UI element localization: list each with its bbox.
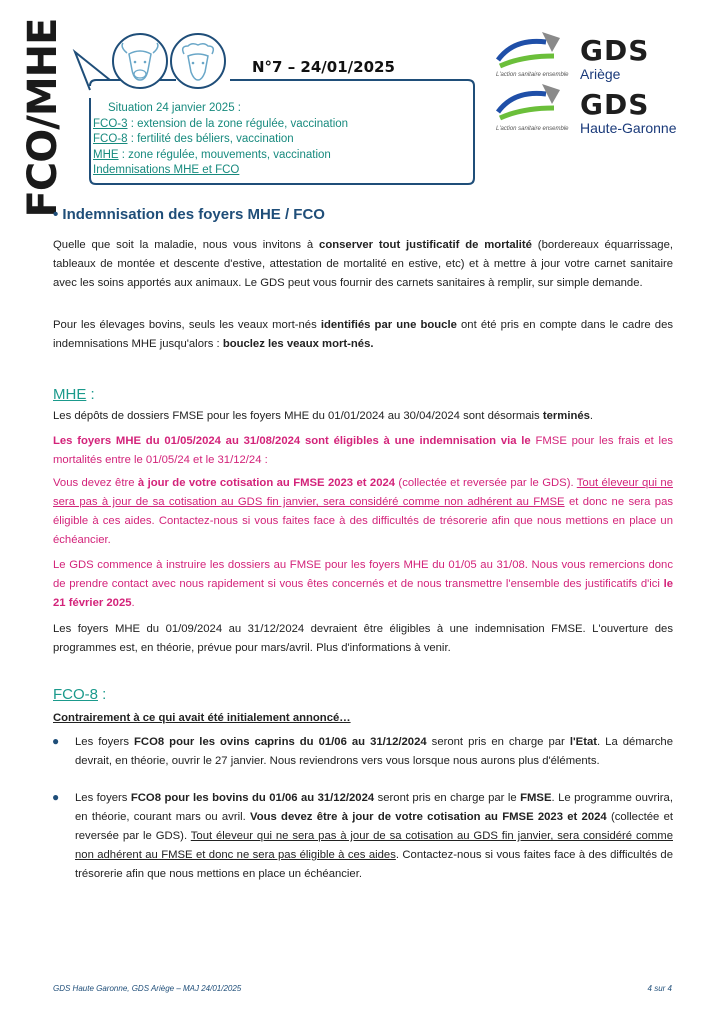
gds-swoosh-icon [494, 30, 572, 74]
page-number: 4 sur 4 [647, 984, 672, 993]
paragraph: Les dépôts de dossiers FMSE pour les foyers MHE du 01/01/2024 au 30/04/2024 sont désormais terminés. [53, 410, 594, 422]
gds-ariege-logo [494, 30, 694, 82]
gds-swoosh-icon [494, 82, 572, 126]
gds-region: Haute-Garonne [580, 120, 677, 136]
fco8-intro: Contrairement à ce qui avait été initialement annoncé… [53, 712, 351, 724]
paragraph: Les foyers MHE du 01/05/2024 au 31/08/2024 sont éligibles à une indemnisation via le FMSE pour les frais et les mortalités entre le 01/05/24 et le 31/12/24 : [53, 435, 673, 466]
gds-region: Ariège [580, 66, 621, 82]
fco8-link[interactable]: FCO-8 [93, 133, 128, 145]
gds-name: GDS [580, 34, 650, 67]
mhe-link[interactable]: MHE [93, 148, 119, 161]
paragraph: Vous devez être à jour de votre cotisation au FMSE 2023 et 2024 (collectée et reversée par le GDS). Tout éleveur qui ne sera pas à jour de sa cotisation au GDS fin janvier, sera considéré comme non adhérent au FMSE et donc ne sera pas éligible à ces aides. Contactez-nous si vous faites face à des difficultés de trésorerie afin que nous mettions en place un échéancier. [53, 477, 674, 546]
situation-summary [93, 101, 348, 179]
mhe-heading: MHE : [53, 386, 95, 403]
indemnisations-link[interactable]: Indemnisations MHE et FCO [93, 164, 240, 176]
gds-tagline: L'action sanitaire ensemble [496, 126, 569, 132]
fco3-link[interactable]: FCO-3 [93, 117, 128, 130]
bullet-item: Les foyers FCO8 pour les ovins caprins du 01/06 au 31/12/2024 seront pris en charge par l'Etat. La démarche devrait, en théorie, ouvrir le 27 janvier. Nous reviendrons vers vous lorsque nous aurons plus d'éléments. [75, 736, 673, 767]
indemnisation-heading: • Indemnisation des foyers MHE / FCO [53, 206, 325, 223]
situation-item: FCO-3 : extension de la zone régulée, vaccination [93, 117, 349, 130]
vertical-title: FCO/MHE [20, 18, 66, 218]
paragraph: Les foyers MHE du 01/09/2024 au 31/12/2024 devraient être éligibles à une indemnisation FMSE. L'ouverture des programmes est, en théorie, prévue pour mars/avril. Plus d'informations à venir. [53, 623, 673, 654]
footer-left: GDS Haute Garonne, GDS Ariège – MAJ 24/01/2025 [53, 984, 242, 993]
paragraph: Le GDS commence à instruire les dossiers au FMSE pour les foyers MHE du 01/05 au 31/08. Nous vous remercions donc de prendre contact avec nous rapidement si vous êtes concernés et de nous transmettre l'ensemble des justificatifs d'ici le 21 février 2025. [53, 559, 673, 609]
issue-number: N°7 – 24/01/2025 [252, 58, 395, 76]
gds-name: GDS [580, 88, 650, 121]
situation-title: Situation 24 janvier 2025 : [108, 102, 241, 114]
situation-item: FCO-8 : fertilité des béliers, vaccination [93, 133, 294, 145]
sheep-icon [168, 32, 228, 90]
bullet-icon: ● [52, 734, 60, 748]
gds-haute-garonne-logo [494, 82, 704, 136]
situation-item: MHE : zone régulée, mouvements, vaccination [93, 148, 331, 161]
paragraph: Quelle que soit la maladie, nous vous invitons à conserver tout justificatif de mortalité (bordereaux équarrissage, tableaux de montée et descente d'estive, attestation de mortalité en estive, etc) et à mettre à jour votre carnet sanitaire avec les soins apportés aux animaux. Le GDS peut vous fournir des carnets sanitaires à remplir, sur simple demande. [53, 239, 674, 289]
bullet-item: Les foyers FCO8 pour les bovins du 01/06 au 31/12/2024 seront pris en charge par le FMSE. Le programme ouvrira, en théorie, courant mars ou avril. Vous devez être à jour de votre cotisation au FMSE 2023 et 2024 (collectée et reversée par le GDS). Tout éleveur qui ne sera pas à jour de sa cotisation au GDS fin janvier, sera considéré comme non adhérent au FMSE et donc ne sera pas éligible à ces aides. Contactez-nous si vous faites face à des difficultés de trésorerie afin que nous mettions en place un échéancier. [75, 792, 673, 880]
situation-item [93, 163, 348, 179]
bullet-icon: ● [52, 790, 60, 804]
gds-tagline: L'action sanitaire ensemble [496, 72, 569, 78]
cow-icon [110, 32, 170, 90]
fco8-heading: FCO-8 : [53, 686, 107, 703]
paragraph: Pour les élevages bovins, seuls les veaux mort-nés identifiés par une boucle ont été pris en compte dans le cadre des indemnisations MHE jusqu'alors : bouclez les veaux mort-nés. [53, 319, 673, 350]
